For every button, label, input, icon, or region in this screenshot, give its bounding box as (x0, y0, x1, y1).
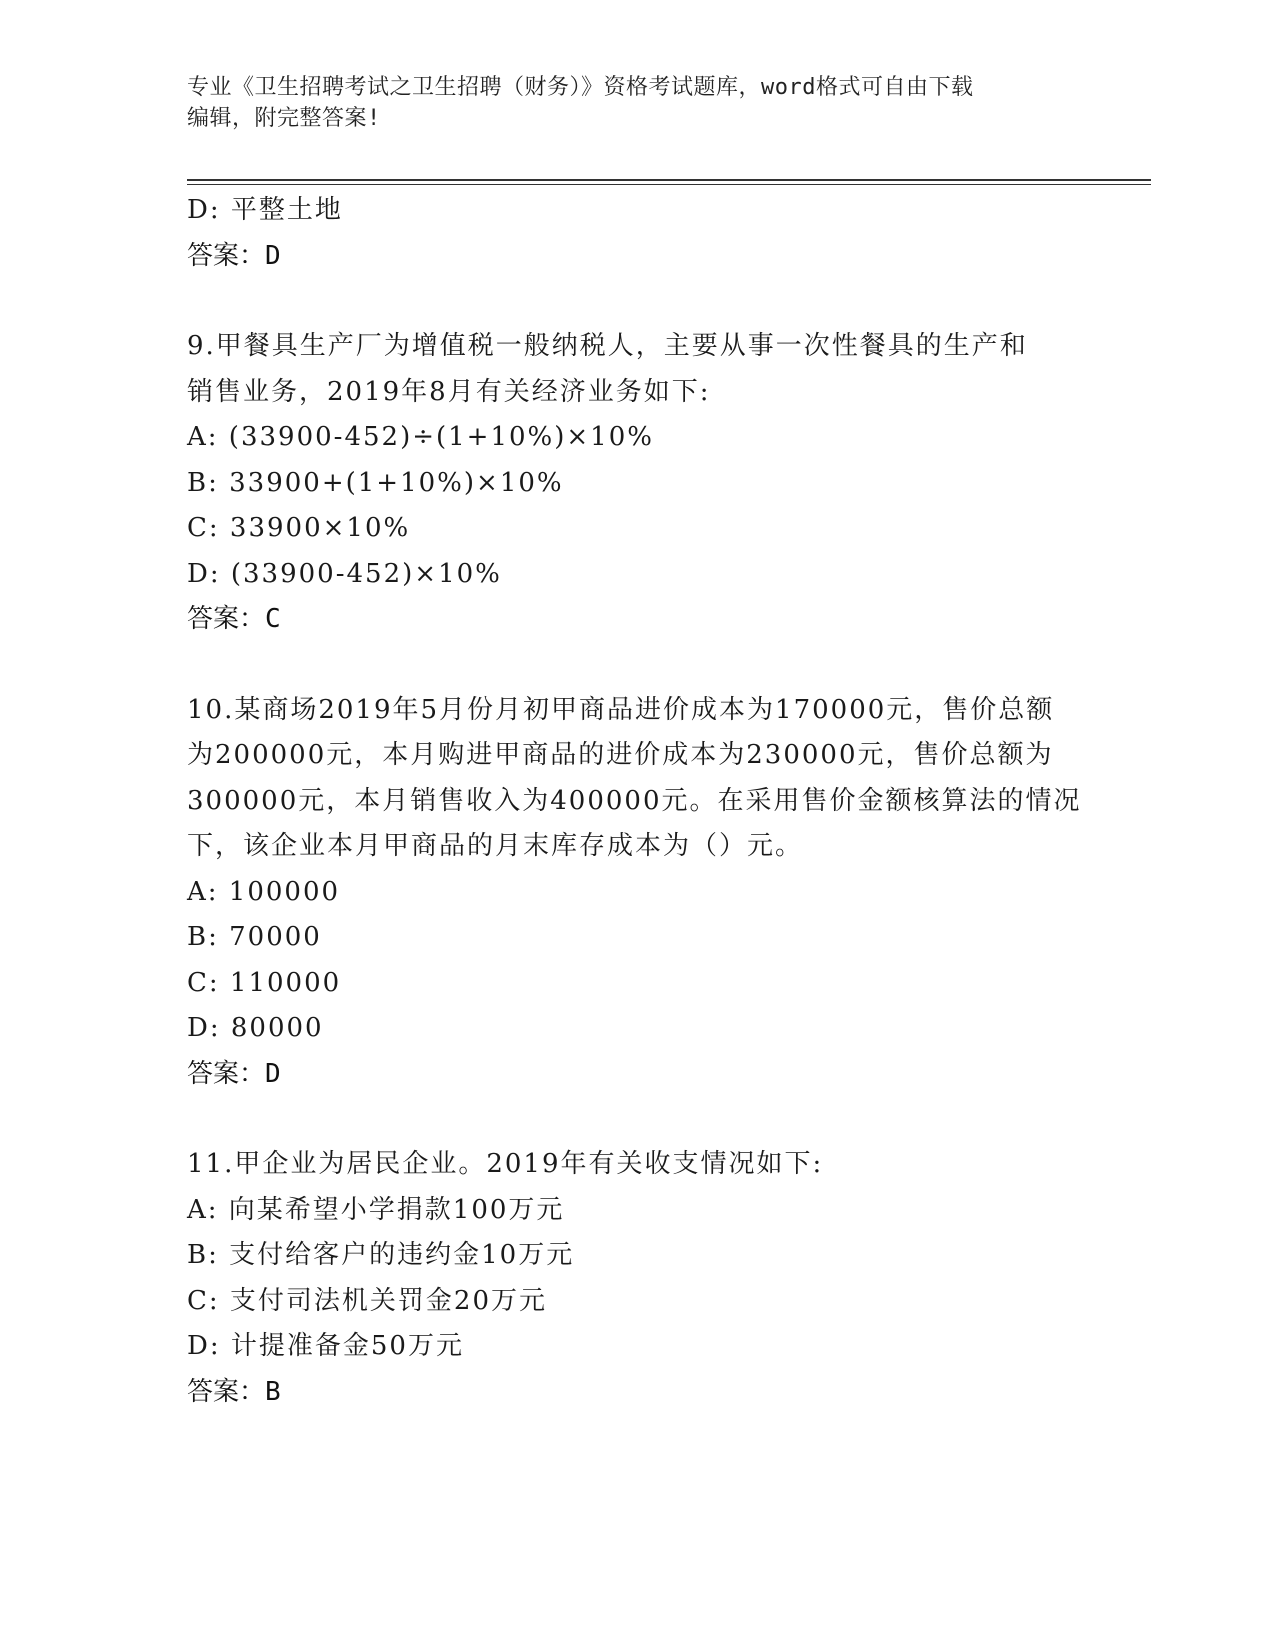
answer-label: 答案： (187, 1058, 266, 1089)
option-c: C: 110000 (187, 967, 342, 998)
answer-label: 答案： (187, 604, 266, 634)
option-b: B: 支付给客户的违约金10万元 (187, 1240, 575, 1270)
option-c: C: 支付司法机关罚金20万元 (187, 1285, 548, 1316)
answer-label: 答案： (187, 240, 266, 271)
question-stem-line: 下，该企业本月甲商品的月末库存成本为（）元。 (187, 831, 804, 861)
option-d: D: 80000 (187, 1013, 324, 1043)
header-divider-thick (187, 179, 1151, 181)
previous-question-tail (187, 188, 1127, 279)
question-stem-line: 11.甲企业为居民企业。2019年有关收支情况如下: (187, 1149, 824, 1179)
question-stem-line: 10.某商场2019年5月份月初甲商品进价成本为170000元，售价总额 (187, 694, 1055, 725)
option-c: C: 33900×10% (187, 513, 411, 543)
answer-value: D (265, 1058, 281, 1089)
option-d: D: 计提准备金50万元 (187, 1331, 464, 1361)
option-b: B: 33900+(1+10%)×10% (187, 467, 564, 498)
answer-value: D (265, 240, 281, 271)
question-stem-line: 销售业务，2019年8月有关经济业务如下: (187, 376, 711, 407)
page-header (187, 72, 1087, 134)
answer-line (187, 597, 1127, 643)
option-b: B: 70000 (187, 922, 322, 952)
question-stem-line: 300000元，本月销售收入为400000元。在采用售价金额核算法的情况 (187, 785, 1082, 816)
option-a: A: (33900-452)÷(1+10%)×10% (187, 422, 654, 452)
question-11 (187, 1142, 1127, 1415)
option-a: A: 向某希望小学捐款100万元 (187, 1194, 565, 1225)
header-divider-thin (187, 184, 1151, 185)
answer-value: C (265, 604, 281, 634)
option-a: A: 100000 (187, 876, 341, 907)
header-line-1: 专业《卫生招聘考试之卫生招聘（财务）》资格考试题库，word格式可自由下载 (187, 75, 974, 100)
option-d: D: 平整土地 (187, 195, 343, 225)
answer-value: B (265, 1376, 281, 1407)
answer-line (187, 1370, 1127, 1416)
answer-line (187, 234, 1127, 280)
header-line-2: 编辑，附完整答案! (187, 106, 381, 131)
question-stem-line: 9.甲餐具生产厂为增值税一般纳税人，主要从事一次性餐具的生产和 (187, 331, 1028, 361)
answer-label: 答案： (187, 1376, 266, 1407)
answer-line (187, 1052, 1127, 1098)
question-9 (187, 324, 1127, 643)
question-10 (187, 688, 1127, 1098)
question-stem-line: 为200000元，本月购进甲商品的进价成本为230000元，售价总额为 (187, 740, 1054, 770)
document-body (187, 188, 1127, 1415)
option-d: D: (33900-452)×10% (187, 558, 502, 589)
